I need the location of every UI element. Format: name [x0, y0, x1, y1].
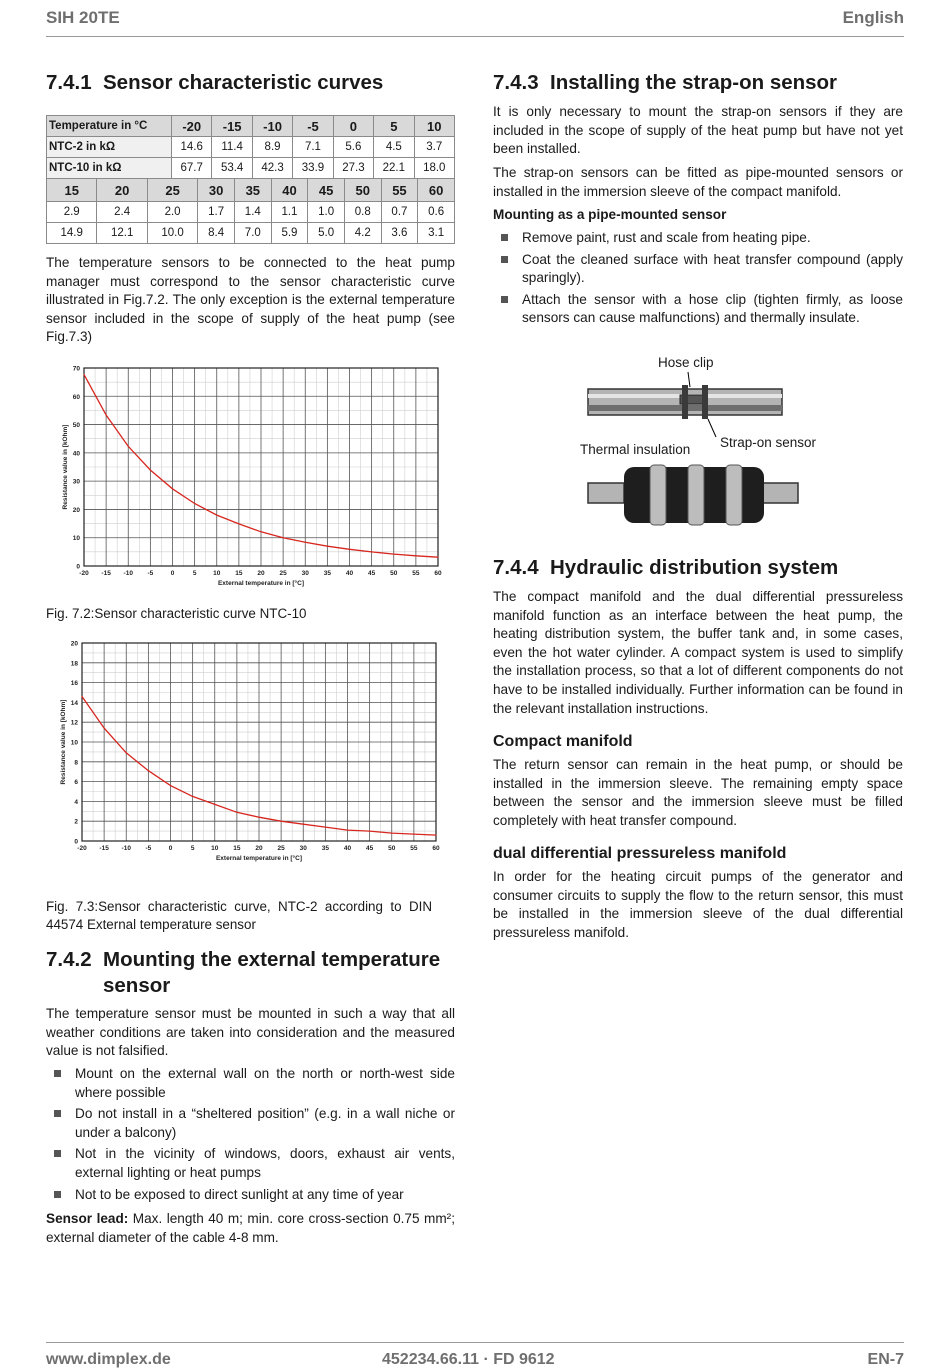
data-point — [283, 537, 284, 538]
data-point — [281, 821, 282, 822]
x-tick-label: 5 — [192, 570, 197, 577]
strap-on-sensor-illustration — [570, 345, 830, 535]
table-cell: -5 — [293, 116, 333, 137]
y-tick-label: 18 — [70, 660, 78, 668]
external-sensor-paragraph: The temperature sensor must be mounted in such a way that all weather conditions are taken into consideration and the measured value is not falsified. — [46, 1006, 455, 1059]
x-tick-label: 50 — [390, 570, 398, 577]
table-cell: 1.1 — [271, 202, 308, 223]
data-point — [150, 470, 151, 471]
y-tick-label: 30 — [72, 478, 80, 486]
compact-manifold-paragraph: The return sensor can remain in the heat pump, or should be installed in the immersion sleeve. The remaining empty space between the sensor and the immersion sleeve must be filled completely with heat transfer compound. — [493, 757, 903, 828]
list-item: Mount on the external wall on the north or north-west side where possible — [46, 1065, 455, 1102]
section-heading-7-4-2: 7.4.2 Mounting the external temperature sensor — [46, 948, 441, 997]
pipe-mounted-list — [493, 229, 903, 331]
section-heading-7-4-4: 7.4.4 Hydraulic distribution system — [493, 556, 839, 579]
bullet-square-icon — [501, 256, 508, 263]
table-cell: 60 — [418, 179, 455, 202]
x-tick-label: 25 — [279, 570, 287, 577]
table-cell: 5.6 — [333, 137, 373, 158]
data-point — [303, 824, 304, 825]
table-cell: 67.7 — [172, 158, 212, 179]
bullet-square-icon — [54, 1070, 61, 1077]
table-cell: 1.0 — [308, 202, 345, 223]
table-cell: 10 — [414, 116, 454, 137]
table-cell: NTC-2 in kΩ — [47, 137, 172, 158]
data-point — [148, 770, 149, 771]
data-point — [327, 546, 328, 547]
table-row — [47, 223, 455, 244]
pipe-shape — [588, 483, 624, 503]
section-heading-7-4-1: 7.4.1 Sensor characteristic curves — [46, 71, 384, 94]
table-cell: -20 — [172, 116, 212, 137]
x-axis-label: External temperature in [°C] — [215, 855, 303, 862]
y-tick-label: 4 — [74, 798, 78, 806]
data-point — [305, 542, 306, 543]
dual-manifold-heading: dual differential pressureless manifold — [493, 845, 787, 862]
x-tick-label: -10 — [121, 845, 131, 852]
pipe-mounted-subheading: Mounting as a pipe-mounted sensor — [493, 207, 727, 222]
table-cell: 0 — [333, 116, 373, 137]
table-cell: Temperature in °C — [47, 116, 172, 137]
x-tick-label: 50 — [388, 845, 396, 852]
sensor-lead-paragraph: Sensor lead: Max. length 40 m; min. core cross-section 0.75 mm²; external diameter of the cable 4-8 mm. — [46, 1211, 455, 1245]
header-product: SIH 20TE — [46, 8, 120, 27]
x-tick-label: 60 — [432, 845, 440, 852]
y-tick-label: 70 — [72, 365, 80, 373]
table-cell: 27.3 — [333, 158, 373, 179]
data-point — [104, 728, 105, 729]
insulation-band — [650, 465, 666, 525]
x-tick-label: 55 — [412, 570, 420, 577]
data-point — [258, 817, 259, 818]
thermal-insulation-label: Thermal insulation — [580, 442, 691, 457]
table-cell: 18.0 — [414, 158, 454, 179]
x-tick-label: -5 — [145, 845, 152, 852]
ntc10-chart — [58, 360, 448, 592]
ntc2-chart — [56, 635, 446, 867]
y-tick-label: 2 — [74, 818, 78, 826]
data-point — [83, 374, 84, 375]
table-cell: NTC-10 in kΩ — [47, 158, 172, 179]
sensor-intro-paragraph: The temperature sensors to be connected to the heat pump manager must correspond to the sensor characteristic curve illustrated in Fig.7.2. The only exception is the external temperature sensor included in the scope of supply of the heat pump (see Fig.7.3) — [46, 255, 455, 345]
bullet-square-icon — [501, 296, 508, 303]
table-cell: 10.0 — [147, 223, 197, 244]
bullet-square-icon — [54, 1150, 61, 1157]
data-point — [371, 551, 372, 552]
data-point — [236, 812, 237, 813]
strap-on-sensor-label: Strap-on sensor — [720, 435, 817, 450]
table-row — [47, 202, 455, 223]
data-point — [216, 514, 217, 515]
list-item: Not in the vicinity of windows, doors, exhaust air vents, external lighting or heat pumps — [46, 1145, 455, 1182]
table-cell: 11.4 — [212, 137, 252, 158]
page-footer — [46, 1342, 904, 1371]
insulation-band — [726, 465, 742, 525]
table-cell: 3.6 — [381, 223, 418, 244]
data-point — [194, 503, 195, 504]
x-tick-label: -15 — [99, 845, 109, 852]
table-cell: 45 — [308, 179, 345, 202]
page-header — [46, 0, 904, 37]
section-heading-7-4-3: 7.4.3 Installing the strap-on sensor — [493, 71, 838, 94]
sensor-table — [46, 115, 455, 179]
compact-manifold-heading: Compact manifold — [493, 733, 633, 750]
table-cell: 4.5 — [374, 137, 414, 158]
bullet-square-icon — [54, 1110, 61, 1117]
y-tick-label: 0 — [76, 563, 80, 571]
strap-on-paragraph-2: The strap-on sensors can be fitted as pipe-mounted sensors or installed in the immersion sleeve of the compact manifold. — [493, 165, 903, 199]
leader-line — [708, 419, 716, 437]
data-point — [349, 549, 350, 550]
y-axis-label: Resistance value in [kOhm] — [62, 424, 69, 510]
table-row — [47, 158, 455, 179]
hydraulic-paragraph: The compact manifold and the dual differential pressureless manifold function as an interface between the heat pump, the heating distribution system, the buffer tank and, in some cases, even the hot water cylinder. A compact system is used to simplify the installation process, so that a lot of different components do not have to be installed individually. Further information can be found in the relevant installation instructions. — [493, 589, 903, 716]
table-cell: 50 — [344, 179, 381, 202]
footer-website: www.dimplex.de — [46, 1351, 171, 1368]
header-language: English — [842, 8, 904, 27]
figure-caption-7-2: Fig. 7.2:Sensor characteristic curve NTC-10 — [46, 606, 307, 621]
y-tick-label: 8 — [74, 759, 78, 767]
table-cell: 1.4 — [234, 202, 271, 223]
table-cell: 8.9 — [252, 137, 292, 158]
table-cell: 14.6 — [172, 137, 212, 158]
list-item: Not to be exposed to direct sunlight at any time of year — [46, 1186, 455, 1205]
pipe-shape — [762, 483, 798, 503]
data-point — [437, 557, 438, 558]
table-cell: 42.3 — [252, 158, 292, 179]
table-cell: 4.2 — [344, 223, 381, 244]
data-point — [413, 833, 414, 834]
data-point — [192, 796, 193, 797]
table-cell: 0.6 — [418, 202, 455, 223]
table-cell: -15 — [212, 116, 252, 137]
table-cell: 12.1 — [97, 223, 147, 244]
x-tick-label: -15 — [101, 570, 111, 577]
x-tick-label: 0 — [170, 570, 175, 577]
y-tick-label: 16 — [70, 680, 78, 688]
data-point — [128, 446, 129, 447]
x-tick-label: 40 — [345, 570, 354, 577]
data-point — [391, 832, 392, 833]
x-tick-label: 55 — [410, 845, 418, 852]
x-tick-label: -5 — [147, 570, 154, 577]
table-cell: 2.0 — [147, 202, 197, 223]
table-cell: 30 — [198, 179, 235, 202]
y-tick-label: 0 — [74, 838, 78, 846]
list-item: Attach the sensor with a hose clip (tighten firmly, as loose sensors can cause malfunctions) and thermally insulate. — [493, 291, 903, 328]
footer-page-number: EN-7 — [867, 1351, 904, 1368]
external-sensor-list — [46, 1065, 455, 1207]
x-tick-label: 45 — [368, 570, 376, 577]
y-tick-label: 14 — [70, 699, 78, 707]
y-tick-label: 60 — [72, 393, 80, 401]
x-tick-label: 40 — [343, 845, 352, 852]
data-point — [238, 523, 239, 524]
y-tick-label: 10 — [72, 535, 80, 543]
bullet-square-icon — [54, 1191, 61, 1198]
table-cell: 2.9 — [47, 202, 97, 223]
y-tick-label: 6 — [74, 779, 78, 787]
table-cell: 33.9 — [293, 158, 333, 179]
table-cell: 53.4 — [212, 158, 252, 179]
x-tick-label: 5 — [190, 845, 195, 852]
x-tick-label: -10 — [123, 570, 133, 577]
x-tick-label: 10 — [213, 570, 221, 577]
x-tick-label: 35 — [321, 845, 329, 852]
x-tick-label: 10 — [211, 845, 219, 852]
table-cell: 7.0 — [234, 223, 271, 244]
x-tick-label: 15 — [235, 570, 243, 577]
table-cell: 8.4 — [198, 223, 235, 244]
table-cell: 35 — [234, 179, 271, 202]
table-cell: 5.9 — [271, 223, 308, 244]
table-cell: 3.1 — [418, 223, 455, 244]
y-tick-label: 20 — [72, 506, 80, 514]
figure-caption-7-3: Fig. 7.3:Sensor characteristic curve, NTC-2 according to DIN 44574 External temperature sensor — [46, 899, 432, 932]
data-point — [81, 696, 82, 697]
footer-doc-number: 452234.66.11 · FD 9612 — [382, 1351, 555, 1368]
table-cell: 1.7 — [198, 202, 235, 223]
y-tick-label: 12 — [70, 719, 78, 727]
x-tick-label: 60 — [434, 570, 442, 577]
data-point — [393, 554, 394, 555]
data-point — [170, 785, 171, 786]
x-tick-label: 15 — [233, 845, 241, 852]
data-point — [172, 488, 173, 489]
table-cell: 5.0 — [308, 223, 345, 244]
y-tick-label: 20 — [70, 640, 78, 648]
y-tick-label: 50 — [72, 422, 80, 430]
x-tick-label: -20 — [79, 570, 89, 577]
list-item: Do not install in a “sheltered position” (e.g. in a wall niche or under a balcony) — [46, 1105, 455, 1142]
hose-clip-label: Hose clip — [658, 355, 714, 370]
y-tick-label: 40 — [72, 450, 80, 458]
leader-line — [688, 372, 690, 387]
x-tick-label: 45 — [366, 845, 374, 852]
x-tick-label: -20 — [77, 845, 87, 852]
table-cell: 3.7 — [414, 137, 454, 158]
table-cell: 0.7 — [381, 202, 418, 223]
table-row — [47, 116, 455, 137]
data-point — [214, 804, 215, 805]
dual-manifold-paragraph: In order for the heating circuit pumps of the generator and consumer circuits to supply the flow to the return sensor, this must be installed in the immersion sleeve of the dual differential pressureless manifold. — [493, 869, 903, 940]
list-item: Remove paint, rust and scale from heating pipe. — [493, 229, 903, 248]
x-tick-label: 0 — [168, 845, 173, 852]
table-cell: 5 — [374, 116, 414, 137]
insulation-band — [688, 465, 704, 525]
x-tick-label: 30 — [299, 845, 307, 852]
bullet-square-icon — [501, 234, 508, 241]
data-point — [260, 531, 261, 532]
data-point — [415, 555, 416, 556]
table-cell: 55 — [381, 179, 418, 202]
hose-clip-icon — [682, 385, 688, 419]
table-row — [47, 179, 455, 202]
x-tick-label: 20 — [255, 845, 263, 852]
data-point — [126, 752, 127, 753]
table-cell: -10 — [252, 116, 292, 137]
hose-clip-icon — [702, 385, 708, 419]
table-cell: 20 — [97, 179, 147, 202]
strap-on-paragraph-1: It is only necessary to mount the strap-on sensors if they are included in the scope of supply of the heat pump but have not yet been installed. — [493, 104, 903, 157]
table-cell: 2.4 — [97, 202, 147, 223]
table-cell: 14.9 — [47, 223, 97, 244]
x-tick-label: 25 — [277, 845, 285, 852]
sensor-table-continued — [46, 178, 455, 244]
x-tick-label: 35 — [323, 570, 331, 577]
data-point — [106, 414, 107, 415]
table-cell: 22.1 — [374, 158, 414, 179]
data-point — [325, 827, 326, 828]
data-point — [435, 834, 436, 835]
table-cell: 25 — [147, 179, 197, 202]
list-item: Coat the cleaned surface with heat transfer compound (apply sparingly). — [493, 251, 903, 288]
table-cell: 15 — [47, 179, 97, 202]
x-tick-label: 20 — [257, 570, 265, 577]
x-tick-label: 30 — [301, 570, 309, 577]
table-cell: 7.1 — [293, 137, 333, 158]
y-axis-label: Resistance value in [kOhm] — [60, 699, 67, 785]
data-point — [369, 831, 370, 832]
data-point — [347, 830, 348, 831]
y-tick-label: 10 — [70, 739, 78, 747]
table-cell: 0.8 — [344, 202, 381, 223]
table-row — [47, 137, 455, 158]
x-axis-label: External temperature in [°C] — [217, 580, 305, 587]
table-cell: 40 — [271, 179, 308, 202]
